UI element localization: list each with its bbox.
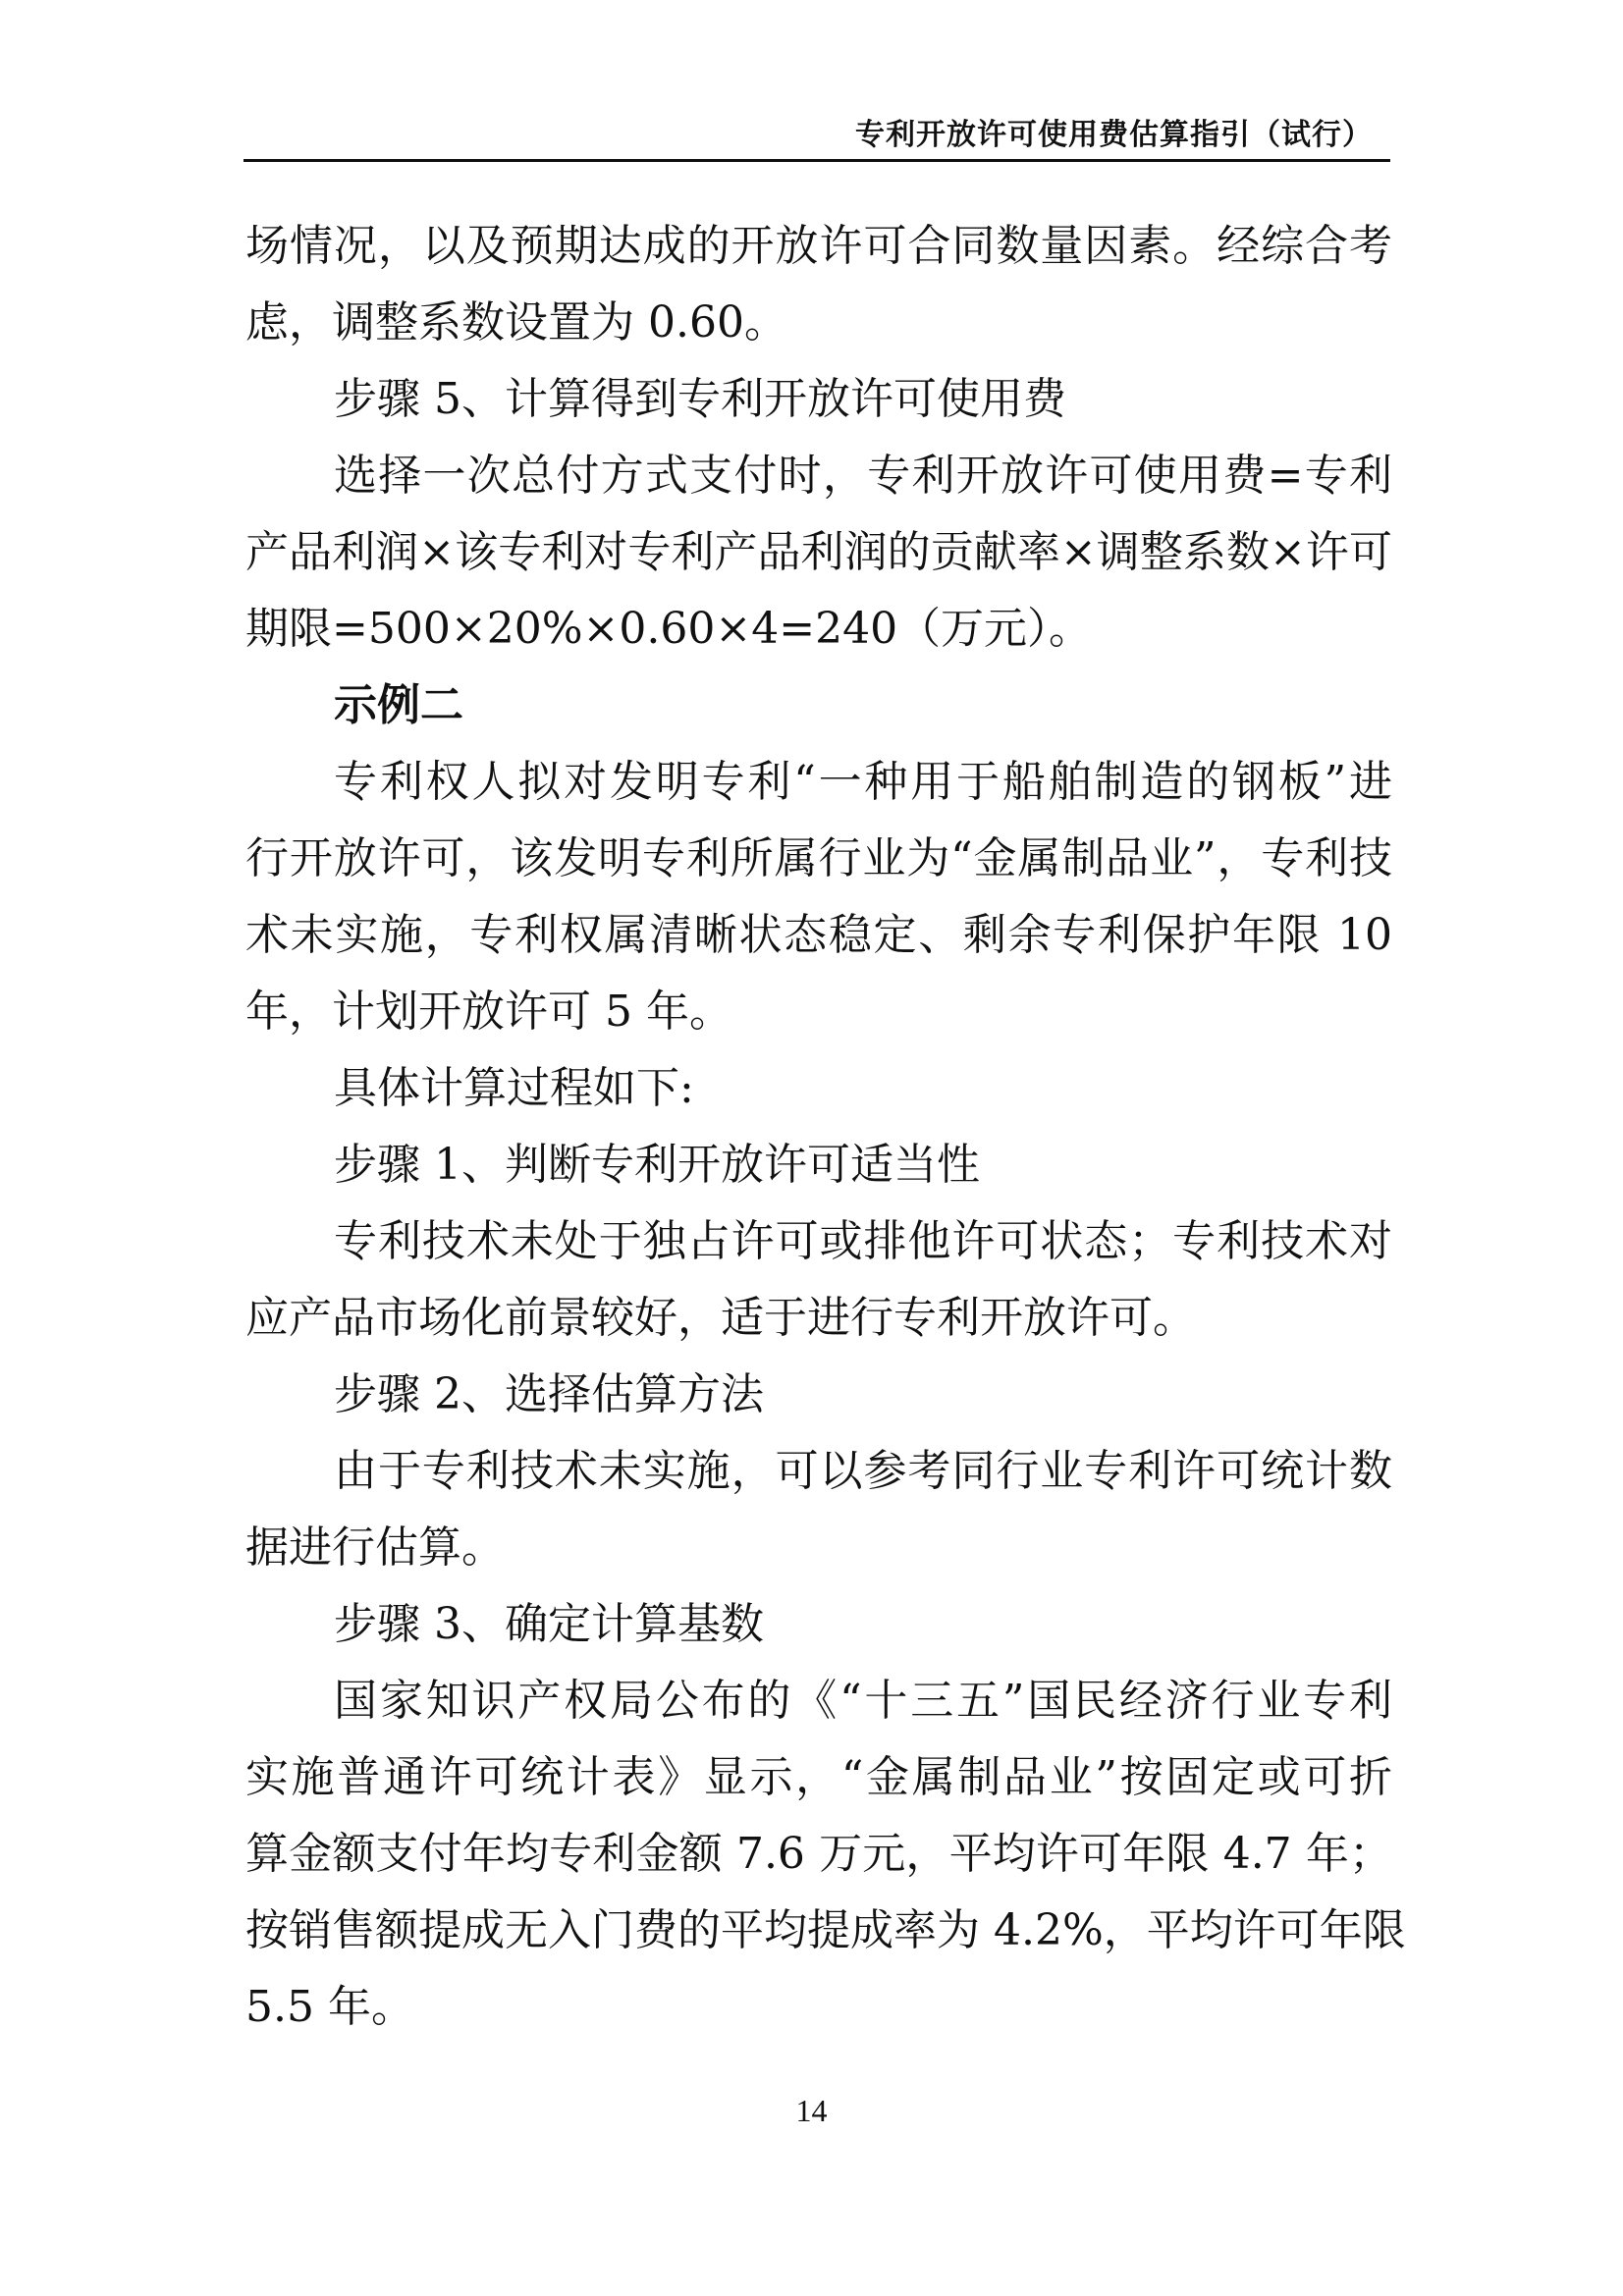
paragraph-line: 由于专利技术未实施，可以参考同行业专利许可统计数 (334, 1446, 1392, 1496)
paragraph-line: 行开放许可，该发明专利所属行业为“金属制品业”，专利技 (245, 833, 1392, 883)
paragraph-line: 国家知识产权局公布的《“十三五”国民经济行业专利 (334, 1676, 1392, 1726)
step-heading: 步骤 5、计算得到专利开放许可使用费 (334, 374, 1066, 424)
paragraph-line: 期限=500×20%×0.60×4=240（万元）。 (245, 604, 1093, 654)
document-body (245, 208, 1406, 2046)
paragraph-line: 具体计算过程如下: (334, 1063, 694, 1113)
page-header (243, 116, 1390, 162)
paragraph-line: 实施普通许可统计表》显示，“金属制品业”按固定或可折 (245, 1752, 1392, 1802)
paragraph-line: 产品利润×该专利对专利产品利润的贡献率×调整系数×许可 (245, 527, 1392, 577)
header-title: 专利开放许可使用费估算指引（试行） (855, 118, 1373, 152)
paragraph-line: 场情况，以及预期达成的开放许可合同数量因素。经综合考 (245, 221, 1392, 271)
paragraph-line: 术未实施，专利权属清晰状态稳定、剩余专利保护年限 10 (245, 910, 1392, 960)
step-heading: 步骤 1、判断专利开放许可适当性 (334, 1140, 980, 1190)
page-number: 14 (795, 2093, 828, 2128)
paragraph-line: 按销售额提成无入门费的平均提成率为 4.2%，平均许可年限 (245, 1905, 1406, 1955)
paragraph-line: 专利技术未处于独占许可或排他许可状态；专利技术对 (334, 1216, 1392, 1266)
step-heading: 步骤 2、选择估算方法 (334, 1369, 764, 1419)
example-heading: 示例二 (334, 680, 463, 730)
paragraph-line: 选择一次总付方式支付时，专利开放许可使用费=专利 (334, 451, 1392, 501)
paragraph-line: 据进行估算。 (245, 1522, 505, 1573)
paragraph-line: 算金额支付年均专利金额 7.6 万元，平均许可年限 4.7 年； (245, 1829, 1392, 1879)
paragraph-line: 应产品市场化前景较好，适于进行专利开放许可。 (245, 1293, 1196, 1343)
paragraph-line: 虑，调整系数设置为 0.60。 (245, 297, 787, 347)
paragraph-line: 年，计划开放许可 5 年。 (245, 987, 732, 1037)
paragraph-line: 5.5 年。 (245, 1982, 414, 2032)
step-heading: 步骤 3、确定计算基数 (334, 1599, 764, 1649)
paragraph-line: 专利权人拟对发明专利“一种用于船舶制造的钢板”进 (334, 757, 1392, 807)
